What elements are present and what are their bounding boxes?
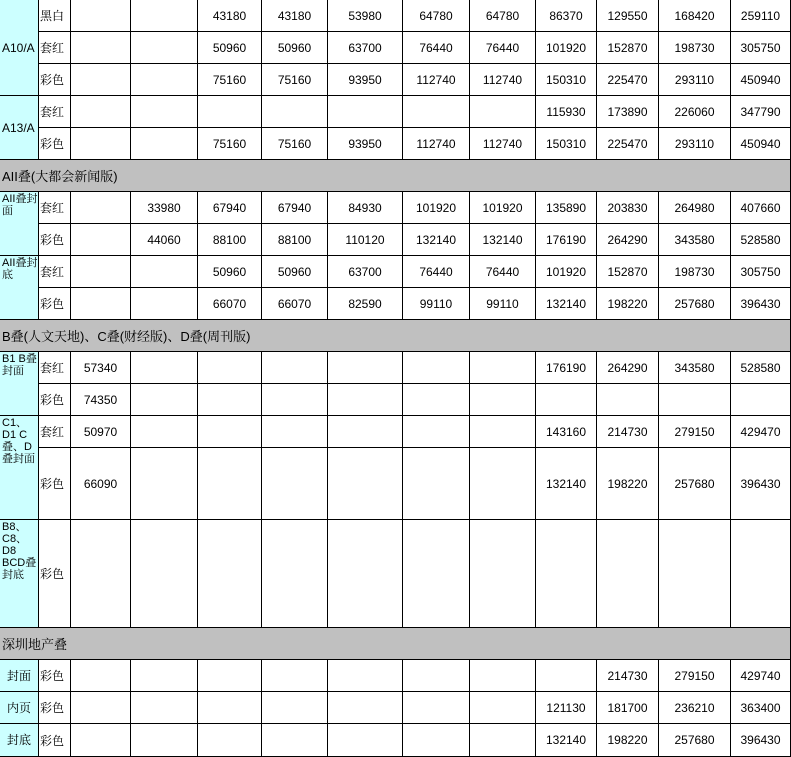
row-10-price-cell-0: 74350 (71, 384, 131, 416)
row-1-price-cell-9: 198730 (659, 32, 731, 64)
row-14-type: 彩色 (39, 660, 71, 692)
row-9-price-cell-7: 176190 (536, 352, 597, 384)
row-15-price-cell-9: 236210 (659, 692, 731, 724)
row-10-price-cell-2 (198, 384, 262, 416)
row-12-price-cell-9: 257680 (659, 448, 731, 520)
row-7-price-cell-9: 198730 (659, 256, 731, 288)
row-13-price-cell-7 (536, 520, 597, 628)
row-2-price-cell-3: 75160 (262, 64, 328, 96)
row-8-type: 彩色 (39, 288, 71, 320)
group-sz-cover: 封面 (0, 660, 39, 692)
row-14-price-cell-8: 214730 (597, 660, 659, 692)
group-sz-inner: 内页 (0, 692, 39, 724)
row-4-price-cell-10: 450940 (731, 128, 791, 160)
row-7-price-cell-4: 63700 (328, 256, 403, 288)
row-5-price-cell-6: 101920 (470, 192, 536, 224)
row-5-price-cell-0 (71, 192, 131, 224)
row-0-price-cell-2: 43180 (198, 0, 262, 32)
row-16-price-cell-5 (403, 724, 470, 757)
row-8-price-cell-8: 198220 (597, 288, 659, 320)
row-1-price-cell-4: 63700 (328, 32, 403, 64)
row-16-price-cell-7: 132140 (536, 724, 597, 757)
row-9-price-cell-0: 57340 (71, 352, 131, 384)
row-11-price-cell-2 (198, 416, 262, 448)
row-11-price-cell-0: 50970 (71, 416, 131, 448)
row-1-price-cell-1 (131, 32, 198, 64)
row-8-price-cell-3: 66070 (262, 288, 328, 320)
row-9-price-cell-8: 264290 (597, 352, 659, 384)
row-12-price-cell-5 (403, 448, 470, 520)
row-15-price-cell-8: 181700 (597, 692, 659, 724)
row-13-price-cell-2 (198, 520, 262, 628)
row-9-price-cell-10: 528580 (731, 352, 791, 384)
row-14-price-cell-9: 279150 (659, 660, 731, 692)
row-10-price-cell-7 (536, 384, 597, 416)
row-5-price-cell-1: 33980 (131, 192, 198, 224)
row-6-price-cell-3: 88100 (262, 224, 328, 256)
row-0-price-cell-6: 64780 (470, 0, 536, 32)
row-12-price-cell-3 (262, 448, 328, 520)
row-8-price-cell-1 (131, 288, 198, 320)
row-7-price-cell-0 (71, 256, 131, 288)
row-4-price-cell-1 (131, 128, 198, 160)
row-12-price-cell-8: 198220 (597, 448, 659, 520)
row-4-price-cell-6: 112740 (470, 128, 536, 160)
row-4-price-cell-0 (71, 128, 131, 160)
row-12-price-cell-7: 132140 (536, 448, 597, 520)
row-14-price-cell-4 (328, 660, 403, 692)
row-10-price-cell-4 (328, 384, 403, 416)
row-0-price-cell-0 (71, 0, 131, 32)
row-15-price-cell-1 (131, 692, 198, 724)
row-16-price-cell-6 (470, 724, 536, 757)
row-9-price-cell-4 (328, 352, 403, 384)
row-15-price-cell-3 (262, 692, 328, 724)
row-9-price-cell-9: 343580 (659, 352, 731, 384)
row-4-price-cell-8: 225470 (597, 128, 659, 160)
row-16-price-cell-9: 257680 (659, 724, 731, 757)
row-6-price-cell-0 (71, 224, 131, 256)
row-7-price-cell-10: 305750 (731, 256, 791, 288)
row-13-type: 彩色 (39, 520, 71, 628)
row-0-price-cell-10: 259110 (731, 0, 791, 32)
row-15-type: 彩色 (39, 692, 71, 724)
row-0-price-cell-5: 64780 (403, 0, 470, 32)
row-6-price-cell-8: 264290 (597, 224, 659, 256)
row-9-price-cell-5 (403, 352, 470, 384)
row-15-price-cell-10: 363400 (731, 692, 791, 724)
row-0-price-cell-9: 168420 (659, 0, 731, 32)
row-9-type: 套红 (39, 352, 71, 384)
row-5-price-cell-5: 101920 (403, 192, 470, 224)
row-15-price-cell-5 (403, 692, 470, 724)
row-14-price-cell-10: 429740 (731, 660, 791, 692)
row-14-price-cell-7 (536, 660, 597, 692)
row-2-type: 彩色 (39, 64, 71, 96)
row-1-type: 套红 (39, 32, 71, 64)
row-4-type: 彩色 (39, 128, 71, 160)
row-4-price-cell-7: 150310 (536, 128, 597, 160)
row-15-price-cell-2 (198, 692, 262, 724)
row-3-price-cell-8: 173890 (597, 96, 659, 128)
row-13-price-cell-0 (71, 520, 131, 628)
row-15-price-cell-7: 121130 (536, 692, 597, 724)
group-b8: B8、C8、D8 BCD叠封底 (0, 520, 39, 628)
row-14-price-cell-2 (198, 660, 262, 692)
row-3-price-cell-6 (470, 96, 536, 128)
row-4-price-cell-5: 112740 (403, 128, 470, 160)
row-2-price-cell-10: 450940 (731, 64, 791, 96)
row-1-price-cell-3: 50960 (262, 32, 328, 64)
row-14-price-cell-1 (131, 660, 198, 692)
group-a10: A10/A (0, 0, 39, 96)
row-16-price-cell-2 (198, 724, 262, 757)
row-9-price-cell-6 (470, 352, 536, 384)
row-1-price-cell-0 (71, 32, 131, 64)
row-7-price-cell-7: 101920 (536, 256, 597, 288)
row-13-price-cell-9 (659, 520, 731, 628)
row-12-price-cell-6 (470, 448, 536, 520)
row-0-price-cell-1 (131, 0, 198, 32)
row-13-price-cell-8 (597, 520, 659, 628)
row-13-price-cell-4 (328, 520, 403, 628)
row-5-price-cell-3: 67940 (262, 192, 328, 224)
row-2-price-cell-5: 112740 (403, 64, 470, 96)
row-16-price-cell-8: 198220 (597, 724, 659, 757)
row-9-price-cell-2 (198, 352, 262, 384)
row-3-price-cell-9: 226060 (659, 96, 731, 128)
row-15-price-cell-0 (71, 692, 131, 724)
row-5-price-cell-9: 264980 (659, 192, 731, 224)
row-12-price-cell-2 (198, 448, 262, 520)
row-3-price-cell-7: 115930 (536, 96, 597, 128)
row-1-price-cell-10: 305750 (731, 32, 791, 64)
row-16-type: 彩色 (39, 724, 71, 757)
row-4-price-cell-9: 293110 (659, 128, 731, 160)
row-3-price-cell-1 (131, 96, 198, 128)
row-7-price-cell-6: 76440 (470, 256, 536, 288)
row-5-price-cell-4: 84930 (328, 192, 403, 224)
row-11-price-cell-8: 214730 (597, 416, 659, 448)
row-7-price-cell-1 (131, 256, 198, 288)
row-9-price-cell-1 (131, 352, 198, 384)
group-sz-back: 封底 (0, 724, 39, 757)
row-3-price-cell-5 (403, 96, 470, 128)
row-0-price-cell-8: 129550 (597, 0, 659, 32)
row-15-price-cell-4 (328, 692, 403, 724)
row-10-price-cell-8 (597, 384, 659, 416)
row-6-price-cell-10: 528580 (731, 224, 791, 256)
row-6-price-cell-4: 110120 (328, 224, 403, 256)
row-11-price-cell-7: 143160 (536, 416, 597, 448)
row-4-price-cell-4: 93950 (328, 128, 403, 160)
group-all-front: AII叠封面 (0, 192, 39, 256)
row-14-price-cell-3 (262, 660, 328, 692)
row-2-price-cell-2: 75160 (198, 64, 262, 96)
row-2-price-cell-4: 93950 (328, 64, 403, 96)
group-all-back: AII叠封底 (0, 256, 39, 320)
row-11-type: 套红 (39, 416, 71, 448)
row-12-price-cell-1 (131, 448, 198, 520)
row-10-price-cell-6 (470, 384, 536, 416)
row-2-price-cell-6: 112740 (470, 64, 536, 96)
row-12-price-cell-0: 66090 (71, 448, 131, 520)
row-11-price-cell-9: 279150 (659, 416, 731, 448)
row-12-price-cell-4 (328, 448, 403, 520)
row-16-price-cell-3 (262, 724, 328, 757)
row-8-price-cell-10: 396430 (731, 288, 791, 320)
row-7-price-cell-5: 76440 (403, 256, 470, 288)
row-8-price-cell-9: 257680 (659, 288, 731, 320)
row-13-price-cell-6 (470, 520, 536, 628)
row-0-price-cell-7: 86370 (536, 0, 597, 32)
row-1-price-cell-7: 101920 (536, 32, 597, 64)
section-header-shenzhen: 深圳地产叠 (0, 628, 791, 660)
row-8-price-cell-4: 82590 (328, 288, 403, 320)
row-8-price-cell-2: 66070 (198, 288, 262, 320)
row-7-price-cell-8: 152870 (597, 256, 659, 288)
group-c1: C1、D1 C叠、D叠封面 (0, 416, 39, 520)
row-6-price-cell-5: 132140 (403, 224, 470, 256)
row-11-price-cell-4 (328, 416, 403, 448)
row-5-price-cell-2: 67940 (198, 192, 262, 224)
row-10-type: 彩色 (39, 384, 71, 416)
row-9-price-cell-3 (262, 352, 328, 384)
row-8-price-cell-6: 99110 (470, 288, 536, 320)
row-11-price-cell-1 (131, 416, 198, 448)
row-6-price-cell-9: 343580 (659, 224, 731, 256)
row-16-price-cell-0 (71, 724, 131, 757)
row-7-price-cell-2: 50960 (198, 256, 262, 288)
row-0-price-cell-4: 53980 (328, 0, 403, 32)
row-11-price-cell-6 (470, 416, 536, 448)
row-6-price-cell-6: 132140 (470, 224, 536, 256)
row-10-price-cell-5 (403, 384, 470, 416)
group-b1: B1 B叠封面 (0, 352, 39, 416)
row-8-price-cell-5: 99110 (403, 288, 470, 320)
row-4-price-cell-3: 75160 (262, 128, 328, 160)
row-14-price-cell-0 (71, 660, 131, 692)
row-11-price-cell-5 (403, 416, 470, 448)
row-5-type: 套红 (39, 192, 71, 224)
row-10-price-cell-10 (731, 384, 791, 416)
row-1-price-cell-2: 50960 (198, 32, 262, 64)
row-3-type: 套红 (39, 96, 71, 128)
row-8-price-cell-0 (71, 288, 131, 320)
row-11-price-cell-3 (262, 416, 328, 448)
row-2-price-cell-9: 293110 (659, 64, 731, 96)
row-5-price-cell-8: 203830 (597, 192, 659, 224)
row-16-price-cell-4 (328, 724, 403, 757)
row-3-price-cell-10: 347790 (731, 96, 791, 128)
row-13-price-cell-5 (403, 520, 470, 628)
row-14-price-cell-5 (403, 660, 470, 692)
row-2-price-cell-1 (131, 64, 198, 96)
row-6-type: 彩色 (39, 224, 71, 256)
row-3-price-cell-4 (328, 96, 403, 128)
row-0-type: 黑白 (39, 0, 71, 32)
row-2-price-cell-7: 150310 (536, 64, 597, 96)
row-0-price-cell-3: 43180 (262, 0, 328, 32)
row-6-price-cell-2: 88100 (198, 224, 262, 256)
row-13-price-cell-1 (131, 520, 198, 628)
row-10-price-cell-1 (131, 384, 198, 416)
row-4-price-cell-2: 75160 (198, 128, 262, 160)
row-13-price-cell-10 (731, 520, 791, 628)
row-10-price-cell-3 (262, 384, 328, 416)
row-16-price-cell-10: 396430 (731, 724, 791, 757)
row-12-type: 彩色 (39, 448, 71, 520)
section-header-bcd: B叠(人文天地)、C叠(财经版)、D叠(周刊版) (0, 320, 791, 352)
group-a13: A13/A (0, 96, 39, 160)
row-12-price-cell-10: 396430 (731, 448, 791, 520)
row-2-price-cell-0 (71, 64, 131, 96)
row-2-price-cell-8: 225470 (597, 64, 659, 96)
row-11-price-cell-10: 429470 (731, 416, 791, 448)
row-7-price-cell-3: 50960 (262, 256, 328, 288)
section-header-all-cover: AII叠(大都会新闻版) (0, 160, 791, 192)
row-15-price-cell-6 (470, 692, 536, 724)
row-13-price-cell-3 (262, 520, 328, 628)
row-1-price-cell-6: 76440 (470, 32, 536, 64)
row-3-price-cell-2 (198, 96, 262, 128)
row-1-price-cell-8: 152870 (597, 32, 659, 64)
row-6-price-cell-7: 176190 (536, 224, 597, 256)
row-5-price-cell-7: 135890 (536, 192, 597, 224)
row-10-price-cell-9 (659, 384, 731, 416)
row-8-price-cell-7: 132140 (536, 288, 597, 320)
row-3-price-cell-0 (71, 96, 131, 128)
row-1-price-cell-5: 76440 (403, 32, 470, 64)
row-6-price-cell-1: 44060 (131, 224, 198, 256)
row-14-price-cell-6 (470, 660, 536, 692)
row-5-price-cell-10: 407660 (731, 192, 791, 224)
row-3-price-cell-3 (262, 96, 328, 128)
row-16-price-cell-1 (131, 724, 198, 757)
row-7-type: 套红 (39, 256, 71, 288)
